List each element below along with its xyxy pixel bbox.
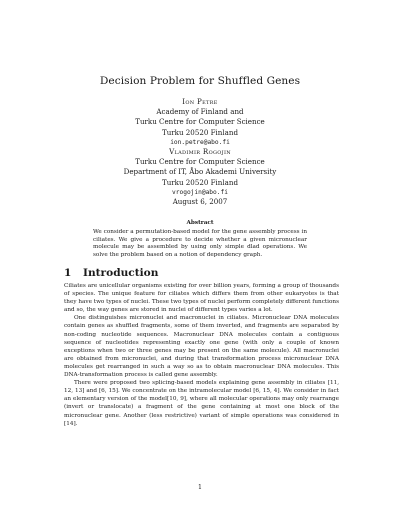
abstract-heading: Abstract (186, 220, 214, 226)
section-body (64, 282, 339, 428)
author-block-2 (0, 147, 400, 198)
affiliation-line: Turku 20520 Finland (161, 127, 238, 137)
abstract-text: We consider a permutation-based model for the gene assembly process in ciliates. We give a procedure to decide whether a given micronuclear molecule may be assembled by using only simple dlad operations. We solve the problem based on a notion of dependency graph. (93, 229, 307, 258)
paper-date: August 6, 2007 (172, 197, 228, 206)
section-title: Introduction (83, 267, 159, 279)
affiliation-line: Academy of Finland and (156, 107, 244, 117)
page-number: 1 (198, 484, 202, 491)
author-name: Vladimir Rogojin (169, 147, 231, 156)
section-heading (64, 267, 344, 279)
author-email: vrogojin@abo.fi (172, 188, 228, 196)
affiliation-line: Turku Centre for Computer Science (135, 157, 265, 167)
affiliation-line: Turku Centre for Computer Science (135, 117, 265, 127)
author-block-1 (0, 97, 400, 148)
paragraph: There were proposed two splicing-based models explaining gene assembly in ciliates [11, 12, 13] and [6, 15]. We concentrate on the intramolecular model [6, 15, 4]. We consider in fact an elementary version of the model[10, 9], where all molecular operations may only rearrange (invert or translocate) a fragment of the gene containing at most one block of the micronuclear gene. Another (less restrictive) variant of simple operations was considered in [14]. (64, 380, 339, 427)
affiliation-line: Turku 20520 Finland (161, 177, 238, 187)
author-name: Ion Petre (182, 97, 218, 106)
affiliation-line: Department of IT, Åbo Akademi University (123, 167, 277, 177)
author-email: ion.petre@abo.fi (170, 138, 230, 146)
section-number: 1 (64, 267, 72, 279)
paragraph: Ciliates are unicellular organisms existing for over billion years, forming a group of thousands of species. The unique feature for ciliates which differs them from other eukaryotes is that they have two types of nuclei. These two types of nuclei perform completely different functions and so, the way genes are stored in nuclei of different types varies a lot. (64, 283, 339, 314)
paper-title: Decision Problem for Shuffled Genes (99, 75, 301, 87)
paragraph: One distinguishes micronuclei and macronuclei in ciliates. Micronuclear DNA molecules contain genes as shuffled fragments, some of them inverted, and fragments are separated by non-coding nucleotide sequences. Macronuclear DNA molecules contain a contiguous sequence of nucleotides representing exactly one gene (with only a couple of known exceptions when two or three genes may be present on the same molecule). All macronuclei are obtained from micronuclei, and during that transformation process micronuclear DNA molecules get rearranged in such a way so as to obtain macronuclear DNA molecules. This DNA-transformation process is called gene assembly. (64, 315, 339, 379)
